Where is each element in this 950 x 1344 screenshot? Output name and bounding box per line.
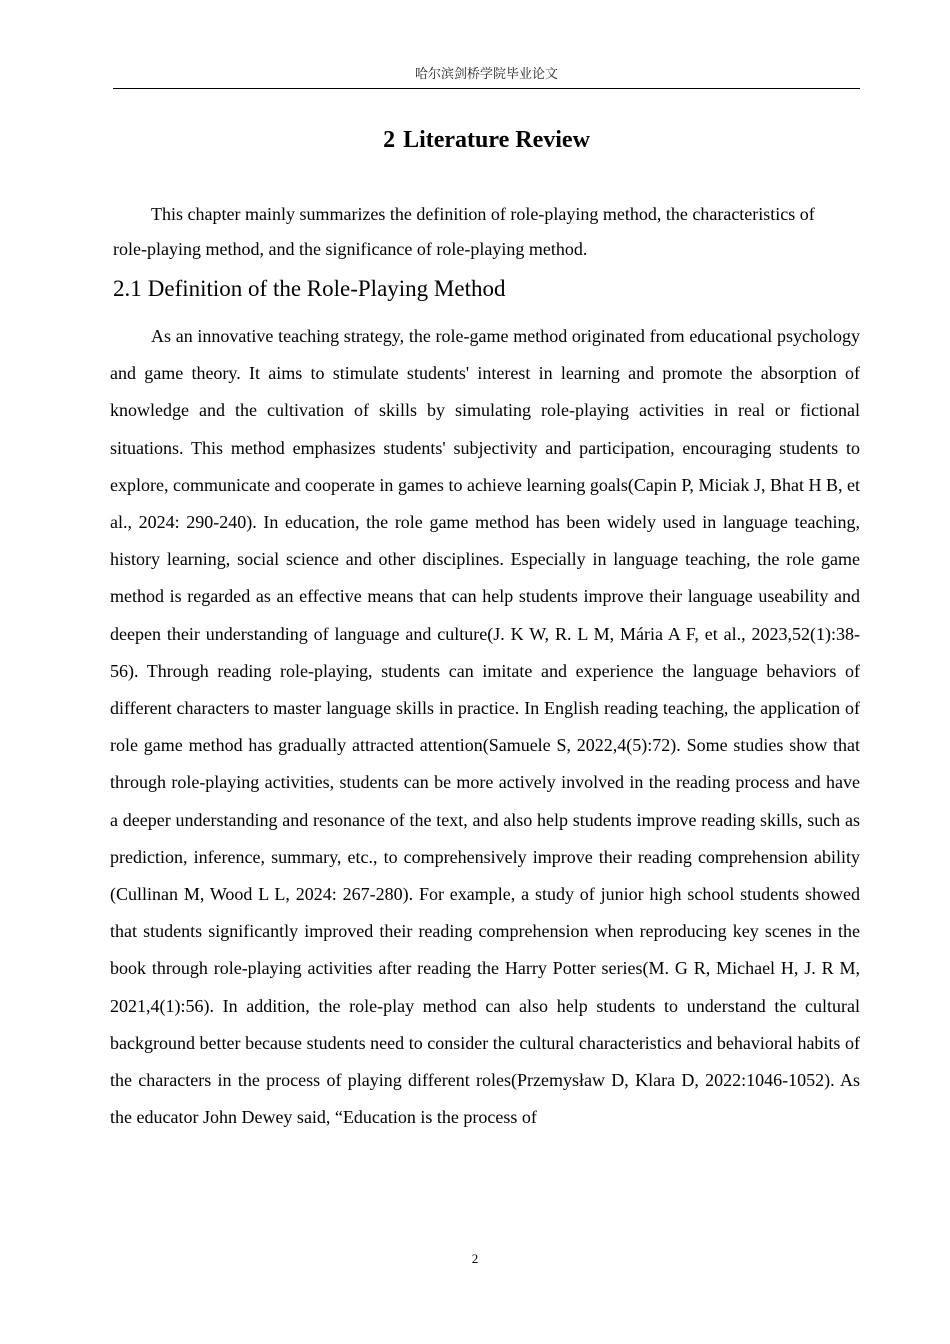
page-number: 2 (471, 1251, 479, 1266)
intro-paragraph: This chapter mainly summarizes the definition of role-playing method, the characteristics of role-playing method, and the significance of role-playing method. (113, 204, 815, 259)
chapter-title (113, 124, 860, 156)
section-title-text: Definition of the Role-Playing Method (147, 276, 506, 301)
section-heading (113, 273, 505, 305)
header-divider (113, 88, 860, 89)
running-header: 哈尔滨剑桥学院毕业论文 (414, 67, 558, 82)
body-paragraph: As an innovative teaching strategy, the role-game method originated from educational psychology and game theory. It aims to stimulate students' interest in learning and promote the absorption of knowledge and the cultivation of skills by simulating role-playing activities in real or fictional situations. This method emphasizes students' subjectivity and participation, encouraging students to explore, communicate and cooperate in games to achieve learning goals(Capin P, Miciak J, Bhat H B, et al., 2024: 290-240). In education, the role game method has been widely used in language teaching, history learning, social science and other disciplines. Especially in language teaching, the role game method is regarded as an effective means that can help students improve their language useability and deepen their understanding of language and culture(J. K W, R. L M, Mária A F, et al., 2023,52(1):38-56). Through reading role-playing, students can imitate and experience the language behaviors of different characters to master language skills in practice. In English reading teaching, the application of role game method has gradually attracted attention(Samuele S, 2022,4(5):72). Some studies show that through role-playing activities, students can be more actively involved in the reading process and have a deeper understanding and resonance of the text, and also help students improve reading skills, such as prediction, inference, summary, etc., to comprehensively improve their reading comprehension ability (Cullinan M, Wood L L, 2024: 267-280). For example, a study of junior high school students showed that students significantly improved their reading comprehension when reproducing key scenes in the book through role-playing activities after reading the Harry Potter series(M. G R, Michael H, J. R M, 2021,4(1):56). In addition, the role-play method can also help students to understand the cultural background better because students need to consider the cultural characteristics and behavioral habits of the characters in the process of playing different roles(Przemysław D, Klara D, 2022:1046-1052). As the educator John Dewey said, “Education is the process of (110, 326, 860, 1128)
chapter-number: 2 (383, 127, 396, 153)
chapter-title-text: Literature Review (403, 127, 590, 153)
section-number: 2.1 (113, 276, 142, 301)
